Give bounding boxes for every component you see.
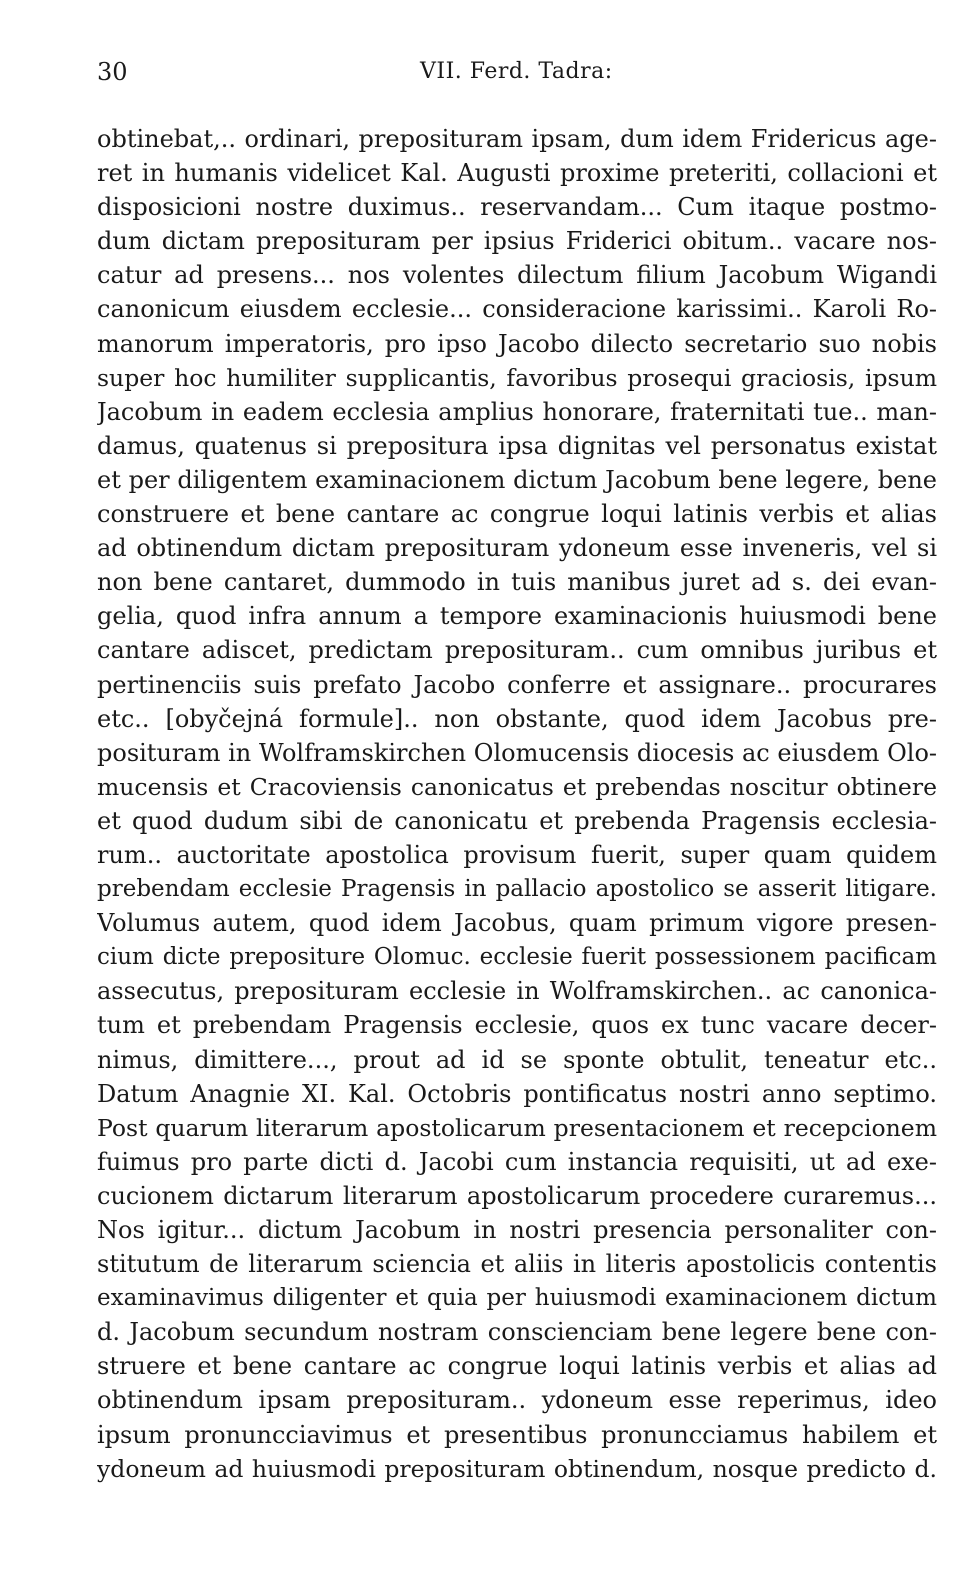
text-line: ipsum pronuncciavimus et presentibus pronuncciamus habilem et [97, 1420, 937, 1449]
text-line: cucionem dictarum literarum apostolicarum procedere curaremus... [97, 1181, 937, 1210]
text-line: et per diligentem examinacionem dictum Jacobum bene legere, bene [97, 465, 937, 494]
text-line: gelia, quod infra annum a tempore examinacionis huiusmodi bene [97, 602, 937, 631]
text-line: struere et bene cantare ac congrue loqui latinis verbis et alias ad [97, 1352, 937, 1381]
text-line: posituram in Wolframskirchen Olomucensis diocesis ac eiusdem Olo- [97, 738, 937, 767]
text-line: rum.. auctoritate apostolica provisum fuerit, super quam quidem [97, 840, 937, 869]
text-line: prebendam ecclesie Pragensis in pallacio apostolico se asserit litigare. [97, 876, 937, 903]
text-line: stitutum de literarum sciencia et aliis in literis apostolicis contentis [97, 1250, 937, 1279]
body-text [97, 122, 937, 1486]
text-line: Datum Anagnie XI. Kal. Octobris pontificatus nostri anno septimo. [97, 1079, 937, 1108]
text-line: canonicum eiusdem ecclesie... consideracione karissimi.. Karoli Ro- [97, 295, 937, 324]
page-header [97, 52, 857, 92]
text-line: mucensis et Cracoviensis canonicatus et prebendas noscitur obtinere [97, 772, 937, 801]
text-line: damus, quatenus si prepositura ipsa dignitas vel personatus existat [97, 431, 937, 460]
text-line: fuimus pro parte dicti d. Jacobi cum instancia requisiti, ut ad exe- [97, 1147, 937, 1176]
text-line: non bene cantaret, dummodo in tuis manibus juret ad s. dei evan- [97, 568, 937, 597]
text-line: Post quarum literarum apostolicarum presentacionem et recepcionem [97, 1113, 937, 1142]
text-line: catur ad presens... nos volentes dilectum filium Jacobum Wigandi [97, 261, 937, 290]
text-line: construere et bene cantare ac congrue loqui latinis verbis et alias [97, 500, 937, 529]
running-head: VII. Ferd. Tadra: [420, 59, 613, 84]
text-line: nimus, dimittere..., prout ad id se sponte obtulit, teneatur etc.. [97, 1045, 937, 1074]
text-line: Volumus autem, quod idem Jacobus, quam primum vigore presen- [97, 909, 937, 938]
text-line: d. Jacobum secundum nostram conscienciam bene legere bene con- [97, 1318, 937, 1347]
text-line: obtinebat,.. ordinari, preposituram ipsam, dum idem Fridericus age- [97, 125, 937, 153]
text-line: disposicioni nostre duximus.. reservandam... Cum itaque postmo- [97, 193, 937, 222]
text-line: cantare adiscet, predictam preposituram.. cum omnibus juribus et [97, 636, 937, 665]
text-line: cium dicte prepositure Olomuc. ecclesie fuerit possessionem pacificam [97, 944, 937, 971]
text-line: tum et prebendam Pragensis ecclesie, quos ex tunc vacare decer- [97, 1011, 937, 1040]
text-line: dum dictam preposituram per ipsius Friderici obitum.. vacare nos- [97, 227, 937, 256]
text-line: Nos igitur... dictum Jacobum in nostri presencia personaliter con- [97, 1216, 937, 1244]
text-line: et quod dudum sibi de canonicatu et prebenda Pragensis ecclesia- [97, 806, 937, 835]
page-number: 30 [97, 58, 128, 86]
text-line: ad obtinendum dictam preposituram ydoneum esse inveneris, vel si [97, 534, 937, 563]
text-line: etc.. [obyčejná formule].. non obstante, quod idem Jacobus pre- [97, 704, 937, 733]
text-line: manorum imperatoris, pro ipso Jacobo dilecto secretario suo nobis [97, 329, 937, 358]
text-line: Jacobum in eadem ecclesia amplius honorare, fraternitati tue.. man- [97, 397, 937, 426]
text-line: obtinendum ipsam preposituram.. ydoneum esse reperimus, ideo [97, 1386, 937, 1415]
text-line: ret in humanis videlicet Kal. Augusti proxime preteriti, collacioni et [97, 159, 937, 188]
text-line: super hoc humiliter supplicantis, favoribus prosequi graciosis, ipsum [97, 363, 937, 392]
text-line: examinavimus diligenter et quia per huiusmodi examinacionem dictum [97, 1285, 937, 1312]
text-line: assecutus, preposituram ecclesie in Wolframskirchen.. ac canonica- [97, 977, 937, 1006]
text-line: ydoneum ad huiusmodi preposituram obtinendum, nosque predicto d. [97, 1454, 937, 1483]
text-line: pertinenciis suis prefato Jacobo conferre et assignare.. procurares [97, 670, 937, 699]
